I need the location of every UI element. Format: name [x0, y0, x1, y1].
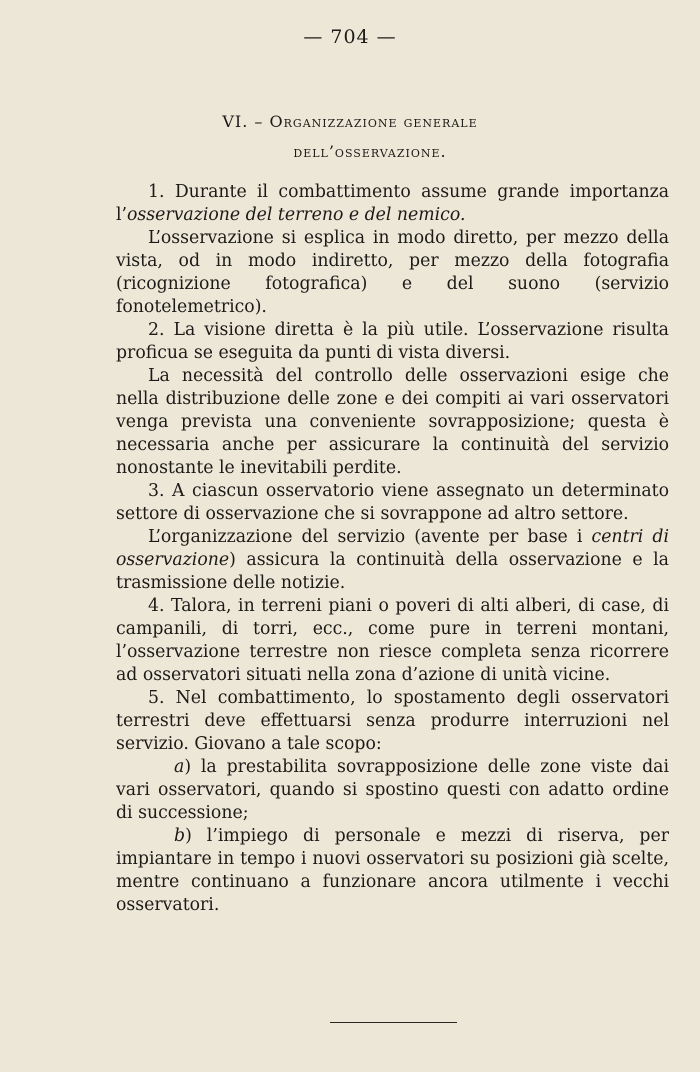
paragraph-3: 2. La visione diretta è la più utile. L’osservazione risulta proficua se eseguita da punti di vista diversi.: [116, 320, 669, 363]
page-number: — 704 —: [303, 26, 397, 48]
list-item-b-marker: b: [174, 826, 186, 846]
paragraph-1-emphasis: osservazione del terreno e del nemico.: [127, 205, 466, 225]
paragraph-5: 3. A ciascun osservatorio viene assegnato un determinato settore di osservazione che si sovrappone ad altro settore.: [116, 481, 669, 524]
list-item-a: [116, 756, 669, 825]
paragraph-6-emphasis: centri di osservazione: [116, 527, 669, 570]
list-item-b: [116, 825, 669, 917]
section-heading-line1: VI. – Organizzazione generale: [222, 112, 478, 131]
list-item-b-text: ) l’impiego di personale e mezzi di riserva, per impiantare in tempo i nuovi osservatori su posizioni già scelte, mentre continuano a funzionare ancora utilmente i vecchi osservatori.: [116, 826, 669, 915]
paragraph-6: [116, 526, 669, 595]
paragraph-8: 5. Nel combattimento, lo spostamento degli osservatori terrestri deve effettuarsi senza produrre interruzioni nel servizio. Giovano a tale scopo:: [116, 688, 669, 754]
list-item-a-marker: a: [174, 757, 185, 777]
section-heading-line2: dell’osservazione.: [293, 142, 447, 161]
list-item-a-text: ) la prestabilita sovrapposizione delle zone viste dai vari osservatori, quando si spostino questi con adatto ordine di successione;: [116, 757, 669, 823]
paragraph-1-text: 1. Durante il combattimento assume grande importanza l’: [116, 182, 669, 225]
paragraph-6-text-end: ) assicura la continuità della osservazione e la trasmissione delle notizie.: [116, 550, 669, 593]
paragraph-2: L’osservazione si esplica in modo diretto, per mezzo della vista, od in modo indiretto, per mezzo della fotografia (ricognizione fotografica) e del suono (servizio fonotelemetrico).: [116, 228, 669, 317]
paragraph-6-text-start: L’organizzazione del servizio (avente per base i: [148, 527, 592, 547]
closing-rule: [330, 1022, 457, 1023]
section-body: [116, 181, 669, 917]
paragraph-7: 4. Talora, in terreni piani o poveri di alti alberi, di case, di campanili, di torri, ecc., come pure in terreni montani, l’osservazione terrestre non riesce completa senza ricorrere ad osservatori situati nella zona d’azione di unità vicine.: [116, 596, 669, 685]
paragraph-1: [116, 181, 669, 227]
paragraph-4: La necessità del controllo delle osservazioni esige che nella distribuzione delle zone e dei compiti ai vari osservatori venga prevista una conveniente sovrapposizione; questa è necessaria anche per assicurare la continuità del servizio nonostante le inevitabili perdite.: [116, 366, 669, 478]
section-heading: [0, 107, 700, 167]
